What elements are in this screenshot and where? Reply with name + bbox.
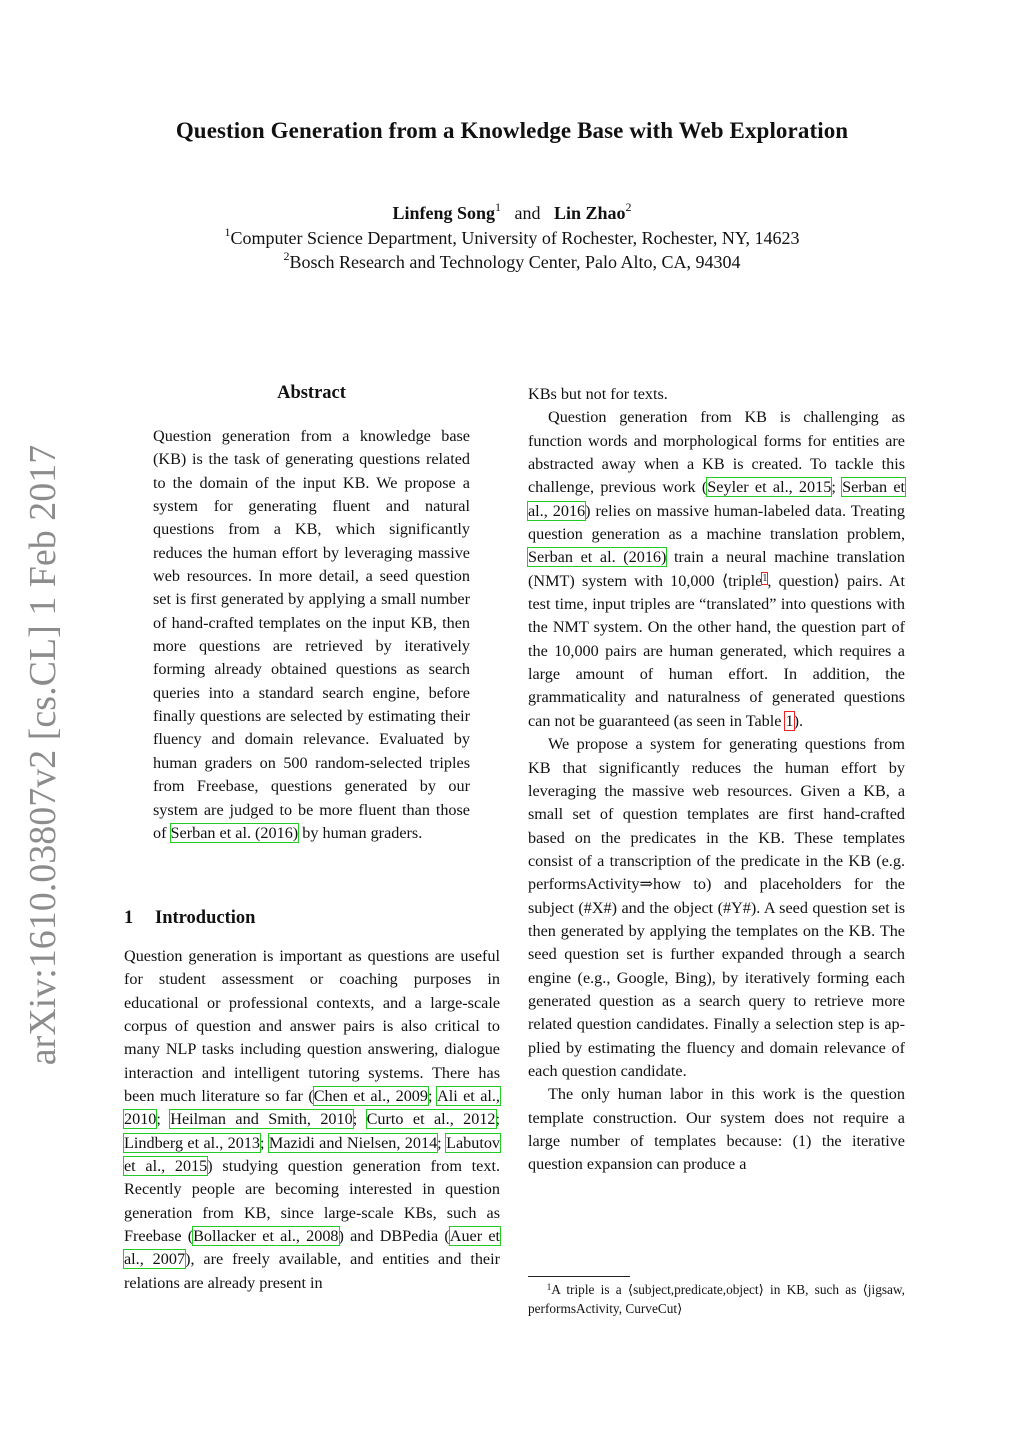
citation-link[interactable]: Auer et al., 2007 xyxy=(124,1227,500,1269)
citation-link[interactable]: Serban et al., 2016 xyxy=(528,478,906,520)
body-text: train a neural machine translation (NMT) system with 10,000 ⟨triple xyxy=(528,548,905,590)
footnote-mark: 1 xyxy=(546,1282,552,1292)
citation-link[interactable]: Heilman and Smith, 2010 xyxy=(170,1110,353,1129)
author-line xyxy=(0,200,1024,224)
body-text: ; xyxy=(831,478,843,497)
body-text: ). xyxy=(793,711,803,730)
abstract-body xyxy=(153,425,470,845)
section-number: 1 xyxy=(124,908,134,928)
body-text: KBs but not for texts. xyxy=(528,385,668,403)
body-text: ; xyxy=(352,1110,367,1129)
section-title: Introduction xyxy=(155,908,256,928)
paper-title: Question Generation from a Knowledge Base with Web Exploration xyxy=(175,118,849,143)
citation-link[interactable]: Curto et al., 2012 xyxy=(366,1110,496,1129)
body-text: ), are freely available, and entities and their relations are already present in xyxy=(124,1250,500,1292)
body-text: , question⟩ pairs. At test time, input triples are “translated” into questions with the NMT system. On the other hand, the question part of the 10,000 pairs are human generated, which requires a large amount of human effort. In addition, the grammaticality and naturalness of generated questions can not be guaranteed (as seen in Table xyxy=(528,571,905,730)
paragraph xyxy=(528,383,905,406)
author-affil-mark: 2 xyxy=(625,200,632,214)
body-text: ) relies on massive human-labeled data. Treating question generation as a machine translation problem, xyxy=(528,501,905,544)
citation-link[interactable]: Bollacker et al., 2008 xyxy=(193,1227,339,1246)
footnote-link[interactable]: 1 xyxy=(762,572,768,584)
author-name: Lin Zhao xyxy=(554,203,626,223)
citation-link[interactable]: Serban et al. (2016) xyxy=(528,548,667,567)
citation-link[interactable]: Serban et al. (2016) xyxy=(170,823,299,842)
abstract-text: Question generation from a knowledge base (KB) is the task of generating questions related to the domain of the input KB. We propose a system for generating fluent and natural questions from a KB, which significantly reduces the human effort by leveraging massive web resources. In more detail, a seed question set is first generated by applying a small number of hand-crafted templates on the input KB, then more questions are retrieved by iteratively forming already obtained questions as search queries into a standard search engine, before finally questions are selected by estimating their fluency and domain relevance. Evaluated by human graders on 500 random-selected triples from Freebase, questions generated by our system are judged to be more fluent than those of xyxy=(153,427,470,842)
body-text: Question generation from KB is challenging as function words and morphological forms for entities are abstracted away when a KB is created. To tackle this challenge, previous work ( xyxy=(528,408,905,497)
abstract-text: by human graders. xyxy=(298,823,423,842)
author-affil-mark: 1 xyxy=(495,200,501,214)
arxiv-identifier: arXiv:1610.03807v2 [cs.CL] 1 Feb 2017 xyxy=(22,444,64,1066)
footnote-rule xyxy=(528,1276,630,1277)
affiliation xyxy=(0,249,1024,273)
arxiv-sidebar xyxy=(22,444,64,1066)
affiliation xyxy=(0,225,1024,249)
citation-link[interactable]: Mazidi and Nielsen, 2014 xyxy=(268,1133,438,1152)
body-text: ; xyxy=(427,1087,437,1106)
citation-link[interactable]: Lindberg et al., 2013 xyxy=(124,1133,261,1152)
citation-link[interactable]: Ali et al., 2010 xyxy=(124,1087,500,1129)
citation-link[interactable]: Seyler et al., 2015 xyxy=(707,478,832,497)
body-text: ; xyxy=(437,1133,447,1152)
body-text: ; xyxy=(495,1110,501,1129)
affiliation-text: Bosch Research and Technology Center, Palo Alto, CA, 94304 xyxy=(289,252,741,272)
table-link[interactable]: 1 xyxy=(785,711,794,730)
body-text: ) and DBPedia ( xyxy=(338,1227,450,1246)
body-text: ; xyxy=(156,1110,171,1129)
affiliation-text: Computer Science Department, University of Rochester, Rochester, NY, 14623 xyxy=(230,228,800,248)
citation-link[interactable]: Chen et al., 2009 xyxy=(313,1087,428,1106)
abstract-heading: Abstract xyxy=(277,383,346,403)
body-text: Question generation is important as questions are useful for student assessment or coaching purposes in educational or professional contexts, and a large-scale corpus of question and answer pairs is also critical to many NLP tasks including question answering, dialogue interaction and intelligent tutoring systems. There has been much literature so far ( xyxy=(124,947,500,1106)
paragraph xyxy=(528,733,905,1083)
intro-paragraph xyxy=(124,945,500,1295)
paragraph xyxy=(528,406,905,733)
paragraph xyxy=(528,1083,905,1176)
author-name: Linfeng Song xyxy=(392,203,495,223)
body-text: We propose a system for generating questions from KB that significantly reduces the human effort by leveraging the massive web resources. Given a KB, a small set of question templates are first hand-crafted based on the predicates in the KB. These templates consist of a transcription of the predicate in the KB (e.g. performsActivity⇒how to) and placeholders for the subject (#X#) and the object (#Y#). A seed question set is then generated by applying the templates on the KB. The seed question set is further expanded through a search engine (e.g., Google, Bing), by iteratively forming each generated question as a search query to retrieve more related question candidates. Finally a selection step is applied by estimating the fluency and domain relevance of each question candidate. xyxy=(528,735,905,1080)
section-heading xyxy=(124,908,255,929)
body-text: ) studying question generation from text. Recently people are becoming interested in question generation from KB, since large-scale KBs, such as Freebase ( xyxy=(124,1157,500,1246)
right-column xyxy=(528,383,905,1177)
footnote xyxy=(528,1280,905,1318)
affil-mark: 2 xyxy=(283,249,290,263)
affil-mark: 1 xyxy=(224,225,231,239)
footnote-text: A triple is a ⟨subject,predicate,object⟩ in KB, such as ⟨jigsaw, performsActivity, CurveCut⟩ xyxy=(528,1282,905,1316)
author-conjunction: and xyxy=(514,203,541,223)
body-text: ; xyxy=(260,1133,269,1152)
citation-link[interactable]: Labutov et al., 2015 xyxy=(124,1133,501,1176)
body-text: The only human labor in this work is the question template construction. Our system does not require a large number of templates because: (1) the iterative question expansion can produce a xyxy=(528,1085,905,1174)
